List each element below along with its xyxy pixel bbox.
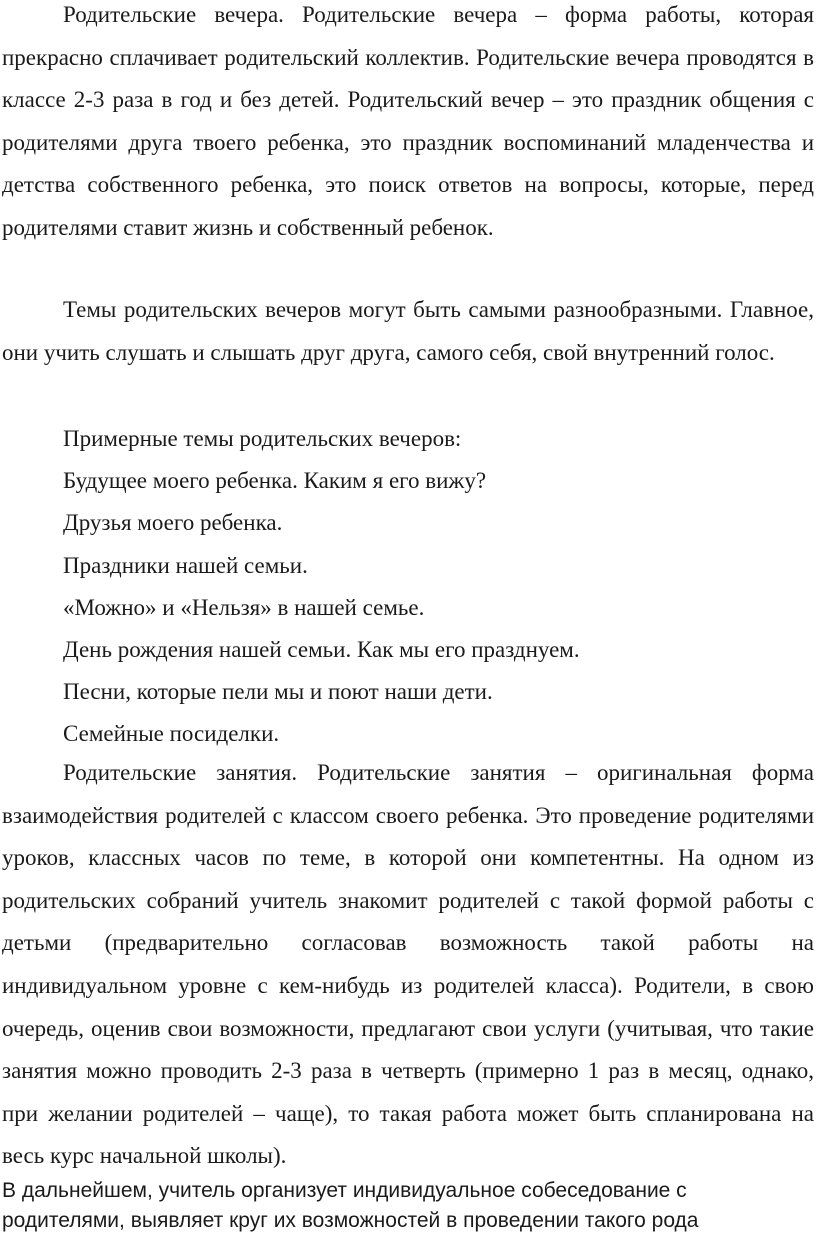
paragraph-parent-lessons: Родительские занятия. Родительские занятия – оригинальная форма взаимодействия родителей с классом своего ребенка. Это проведение родителями уроков, классных часов по теме, в которой они компетентны. На одном из родительских собраний учитель знакомит родителей с такой формой работы с детьми (предварительно согласовав возможность такой работы на индивидуальном уровне с кем-нибудь из родителей класса). Родители, в свою очередь, оценив свои возможности, предлагают свои услуги (учитывая, что такие занятия можно проводить 2-3 раза в четверть (примерно 1 раз в месяц, однако, при желании родителей – чаще), то такая работа может быть спланирована на весь курс начальной школы).: [2, 760, 814, 1169]
paragraph-further-steps: В дальнейшем, учитель организует индивидуальное собеседование с родителями, выявляет круг их возможностей в проведении такого рода: [2, 1179, 699, 1232]
list-item: Праздники нашей семьи.: [63, 552, 308, 578]
paragraph-parent-evenings: Родительские вечера. Родительские вечера – форма работы, которая прекрасно сплачивает родительский коллектив. Родительские вечера проводятся в классе 2-3 раза в год и без детей. Родительский вечер – это праздник общения с родителями друга твоего ребенка, это праздник воспоминаний младенчества и детства собственного ребенка, это поиск ответов на вопросы, которые, перед родителями ставит жизнь и собственный ребенок.: [2, 2, 814, 240]
list-item: Будущее моего ребенка. Каким я его вижу?: [63, 468, 487, 494]
list-item: «Можно» и «Нельзя» в нашей семье.: [63, 594, 425, 620]
paragraph-evening-topics-intro: Темы родительских вечеров могут быть самыми разнообразными. Главное, они учить слушать и слышать друг друга, самого себя, свой внутренний голос.: [2, 297, 814, 365]
topics-heading: Примерные темы родительских вечеров:: [63, 426, 462, 451]
list-item: Семейные посиделки.: [63, 721, 280, 747]
list-item: Друзья моего ребенка.: [63, 510, 283, 536]
topics-list: [63, 418, 803, 756]
list-item: Песни, которые пели мы и поют наши дети.: [63, 679, 493, 705]
list-item: День рождения нашей семьи. Как мы его празднуем.: [63, 637, 580, 663]
